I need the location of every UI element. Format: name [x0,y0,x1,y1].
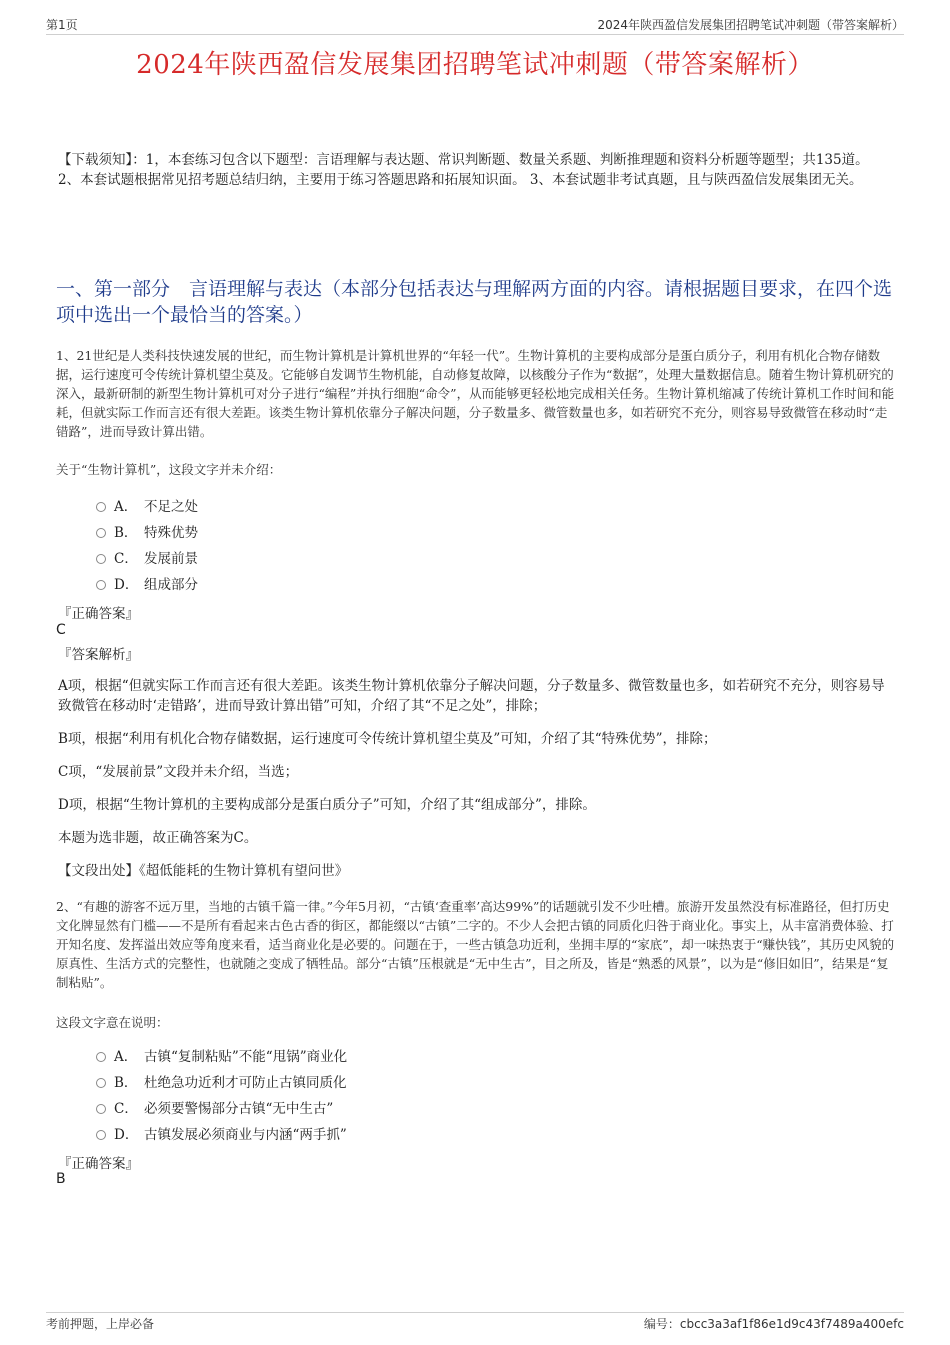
analysis-d: D项，根据“生物计算机的主要构成部分是蛋白质分子”可知，介绍了其“组成部分”，排除。 [58,797,596,813]
radio-icon[interactable] [96,1078,106,1088]
question-2-options [96,1042,347,1146]
analysis-conclusion: 本题为选非题，故正确答案为C。 [58,830,258,846]
question-1-prompt: 关于“生物计算机”，这段文字并未介绍： [56,462,282,477]
answer-label: 『正确答案』 [58,606,139,622]
question-2-prompt: 这段文字意在说明： [56,1015,169,1030]
answer-value: C [56,622,66,638]
document-title: 2024年陕西盈信发展集团招聘笔试冲刺题（带答案解析） [136,50,814,80]
analysis-a: A项，根据“但就实际工作而言还有很大差距。该类生物计算机依靠分子解决问题，分子数量多、微管数量也多，如若研究不充分，则容易导致微管在移动时‘走错路’，进而导致计算出错”可知，介绍了其“不足之处”，排除； [58,678,885,714]
radio-icon[interactable] [96,528,106,538]
option-b[interactable]: B． 杜绝急功近利才可防止古镇同质化 [96,1068,347,1094]
source-citation: 【文段出处】《超低能耗的生物计算机有望问世》 [58,863,349,879]
analysis-b: B项，根据“利用有机化合物存储数据，运行速度可令传统计算机望尘莫及”可知，介绍了其“特殊优势”，排除； [58,731,717,747]
radio-icon[interactable] [96,580,106,590]
question-1-stem: 1、21世纪是人类科技快速发展的世纪，而生物计算机是计算机世界的“年轻一代”。生物计算机的主要构成部分是蛋白质分子，利用有机化合物存储数据，运行速度可令传统计算机望尘莫及。它能够自发调节生物机能，自动修复故障，以核酸分子作为“数据”，处理大量数据信息。随着生物计算机研究的深入，最新研制的新型生物计算机可对分子进行“编程”并执行细胞“命令”，从而能够更轻松地完成相关任务。生物计算机缩减了传统计算机工作时间和能耗，但就实际工作而言还有很大差距。该类生物计算机依靠分子解决问题，分子数量多、微管数量也多，如若研究不充分，则容易导致微管在移动时“走错路”，进而导致计算出错。 [56,348,895,439]
question-2-stem: 2、“有趣的游客不远万里，当地的古镇千篇一律。”今年5月初，“古镇‘查重率’高达99%”的话题就引发不少吐槽。旅游开发虽然没有标准路径，但打历史文化牌显然有门槛——不是所有看起来古色古香的街区，都能缀以“古镇”二字的。不少人会把古镇的同质化归咎于商业化。事实上，从丰富消费体验、打开知名度、发挥溢出效应等角度来看，适当商业化是必要的。问题在于，一些古镇急功近利，坐拥丰厚的“家底”，却一味热衷于“赚快钱”，其历史风貌的原真性、生活方式的完整性，也就随之变成了牺牲品。部分“古镇”压根就是“无中生古”，目之所及，皆是“熟悉的风景”，以为是“修旧如旧”，结果是“复制粘贴”。 [56,899,895,990]
option-c[interactable]: C． 必须要警惕部分古镇“无中生古” [96,1094,347,1120]
option-a[interactable]: A． 古镇“复制粘贴”不能“甩锅”商业化 [96,1042,347,1068]
radio-icon[interactable] [96,1104,106,1114]
radio-icon[interactable] [96,554,106,564]
footer-slogan: 考前押题，上岸必备 [46,1317,155,1331]
analysis-label: 『答案解析』 [58,647,139,663]
option-d[interactable]: D． 古镇发展必须商业与内涵“两手抓” [96,1120,347,1146]
option-d[interactable]: D． 组成部分 [96,570,198,596]
page-header [46,14,904,35]
answer-value: B [56,1171,66,1187]
option-c[interactable]: C． 发展前景 [96,544,198,570]
question-1-options [96,492,198,596]
header-doc-title: 2024年陕西盈信发展集团招聘笔试冲刺题（带答案解析） [597,18,904,32]
radio-icon[interactable] [96,502,106,512]
section-title: 一、第一部分 言语理解与表达（本部分包括表达与理解两方面的内容。请根据题目要求，在四个选项中选出一个最恰当的答案。） [56,278,893,326]
download-notice: 【下载须知】：1，本套练习包含以下题型：言语理解与表达题、常识判断题、数量关系题、判断推理题和资料分析题等题型；共135道。 2、本套试题根据常见招考题总结归纳，主要用于练习答题思路和拓展知识面。 3、本套试题非考试真题，且与陕西盈信发展集团无关。 [58,152,869,188]
option-a[interactable]: A． 不足之处 [96,492,198,518]
radio-icon[interactable] [96,1052,106,1062]
page-number: 第1页 [46,18,78,32]
analysis-c: C项，“发展前景”文段并未介绍，当选； [58,764,299,780]
page-footer [46,1312,904,1333]
footer-code: 编号：cbcc3a3af1f86e1d9c43f7489a400efc [643,1317,904,1331]
option-b[interactable]: B． 特殊优势 [96,518,198,544]
answer-label: 『正确答案』 [58,1156,139,1172]
radio-icon[interactable] [96,1130,106,1140]
